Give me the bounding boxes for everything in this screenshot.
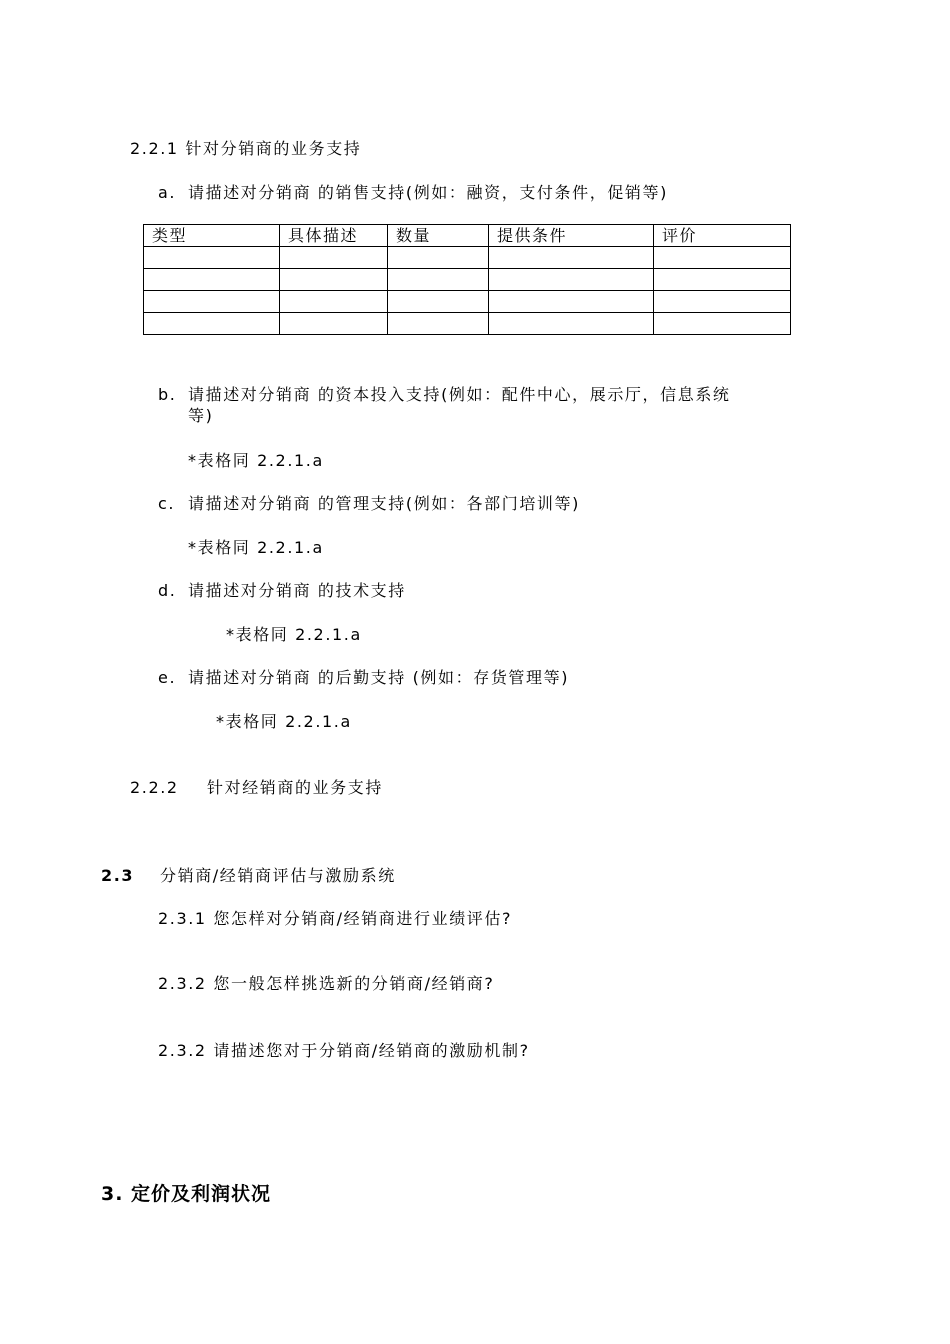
item-d-text: 请描述对分销商 的技术支持: [188, 581, 406, 600]
item-e-label: e.: [158, 668, 177, 687]
item-d-note: *表格同 2.2.1.a: [226, 625, 362, 644]
table-row: [144, 291, 791, 313]
table-cell[interactable]: [144, 313, 280, 335]
table-header-row: [144, 225, 791, 247]
table-row: [144, 269, 791, 291]
table-row: [144, 247, 791, 269]
table-cell[interactable]: [388, 291, 489, 313]
question-2-3-1: 2.3.1 您怎样对分销商/经销商进行业绩评估?: [158, 909, 513, 928]
item-a-text: 请描述对分销商 的销售支持(例如：融资，支付条件，促销等): [188, 183, 668, 202]
table-cell[interactable]: [489, 247, 654, 269]
table-cell[interactable]: [654, 291, 791, 313]
item-c-label: c.: [158, 494, 176, 513]
item-b-text-continued: 等): [188, 406, 214, 425]
table-row: [144, 313, 791, 335]
item-b-note: *表格同 2.2.1.a: [188, 451, 324, 470]
item-b-label: b.: [158, 385, 177, 404]
table-header-cell: 具体描述: [280, 225, 388, 247]
item-a-label: a.: [158, 183, 177, 202]
table-cell[interactable]: [489, 291, 654, 313]
table-cell[interactable]: [654, 247, 791, 269]
table-cell[interactable]: [280, 247, 388, 269]
table-cell[interactable]: [489, 269, 654, 291]
table-header-cell: 类型: [144, 225, 280, 247]
item-d-label: d.: [158, 581, 177, 600]
section-2-2-1-heading: 2.2.1 针对分销商的业务支持: [130, 139, 362, 158]
table-header-cell: 提供条件: [489, 225, 654, 247]
table-cell[interactable]: [654, 269, 791, 291]
table-cell[interactable]: [388, 313, 489, 335]
question-2-3-2-incentive: 2.3.2 请描述您对于分销商/经销商的激励机制?: [158, 1041, 530, 1060]
table-cell[interactable]: [144, 269, 280, 291]
sales-support-table: [143, 224, 791, 335]
table-header-cell: 数量: [388, 225, 489, 247]
table-cell[interactable]: [280, 313, 388, 335]
item-c-note: *表格同 2.2.1.a: [188, 538, 324, 557]
item-e-text: 请描述对分销商 的后勤支持 (例如：存货管理等): [188, 668, 570, 687]
table-cell[interactable]: [144, 247, 280, 269]
table-cell[interactable]: [280, 291, 388, 313]
section-2-3-heading: 分销商/经销商评估与激励系统: [160, 866, 396, 885]
item-c-text: 请描述对分销商 的管理支持(例如：各部门培训等): [188, 494, 580, 513]
table-cell[interactable]: [144, 291, 280, 313]
table-header-cell: 评价: [654, 225, 791, 247]
item-b-text: 请描述对分销商 的资本投入支持(例如：配件中心，展示厅，信息系统: [188, 385, 731, 404]
section-2-3-number: 2.3: [101, 866, 135, 885]
question-2-3-2-selection: 2.3.2 您一般怎样挑选新的分销商/经销商?: [158, 974, 495, 993]
section-3-heading: 3. 定价及利润状况: [101, 1183, 272, 1205]
table-cell[interactable]: [388, 247, 489, 269]
table-cell[interactable]: [654, 313, 791, 335]
table-cell[interactable]: [388, 269, 489, 291]
table-cell[interactable]: [280, 269, 388, 291]
section-2-2-2-number: 2.2.2: [130, 778, 179, 797]
item-e-note: *表格同 2.2.1.a: [216, 712, 352, 731]
section-2-2-2-heading: 针对经销商的业务支持: [207, 778, 384, 797]
table-cell[interactable]: [489, 313, 654, 335]
